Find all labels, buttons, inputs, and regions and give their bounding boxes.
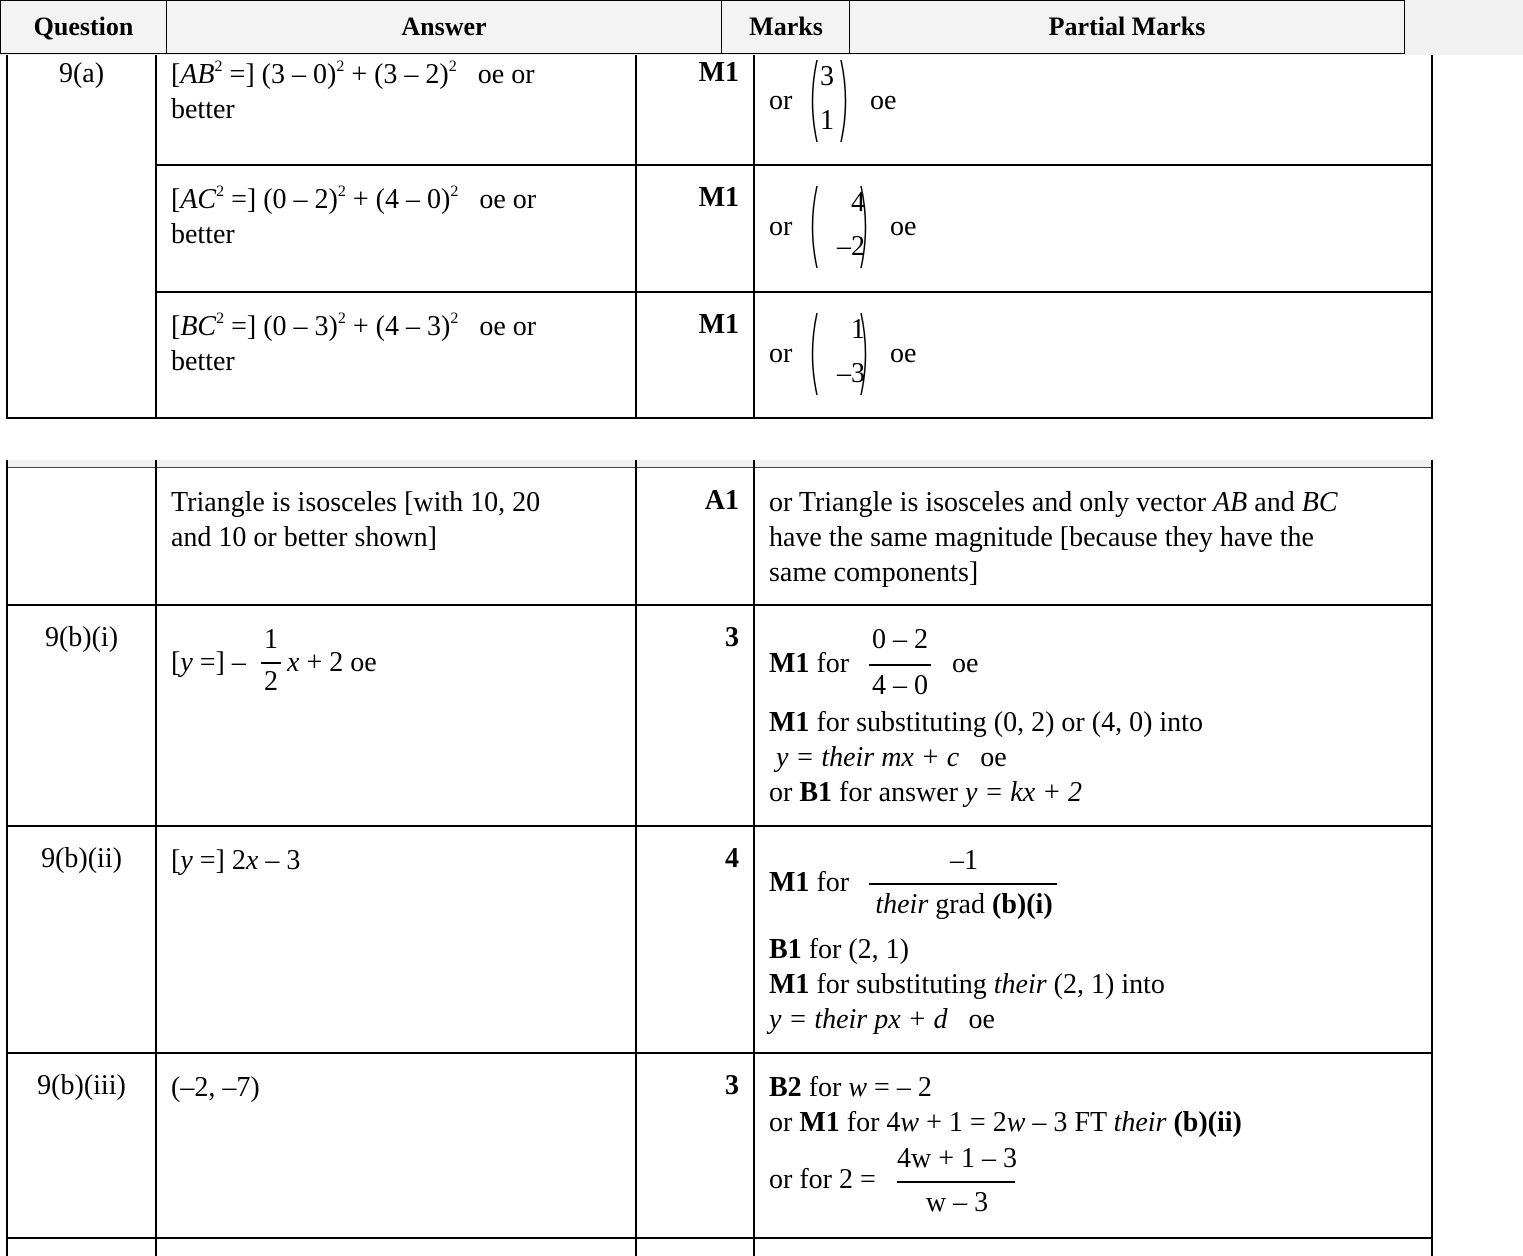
question-number-9bii: 9(b)(ii) [41,843,122,874]
header-question: Question [0,0,167,54]
answer-ac-line2: better [171,219,235,250]
fraction-gradient-w: 4w + 1 – 3 w – 3 [897,1143,1018,1218]
column-vector-ac [807,185,871,269]
header-partial-marks: Partial Marks [849,0,1405,54]
vector-top: 1 [851,314,865,345]
partial-isosceles-line1: or Triangle is isosceles and only vector AB and BC [769,487,1338,518]
partial-ab [769,59,1429,149]
mark-9biii: 3 [725,1070,739,1101]
answer-9bii: [y =] 2x – 3 [171,845,301,876]
partial-9bi: M1 for 0 – 2 4 – 0 oe M1 for substituting (0, 2) or (4, 0) into y = their mx + c oe or B1 for answer y = kx + 2 [769,624,1203,808]
partial-bc [769,312,1429,402]
mark-bc: M1 [698,309,739,340]
partial-or: or [769,338,793,369]
answer-bc-line2: better [171,346,235,377]
vector-top: 3 [820,61,834,92]
partial-oe: oe [890,211,917,242]
mark-9bii: 4 [725,843,739,874]
table-row [171,309,631,379]
answer-9biii: (–2, –7) [171,1072,260,1103]
partial-ac [769,185,1429,275]
partial-9bii: M1 for –1 their grad (b)(i) B1 for (2, 1) M1 for substituting their (2, 1) into y = their px + d oe [769,845,1165,1035]
fraction-perpendicular: –1 their grad (b)(i) [869,845,1059,879]
answer-bc-line1: [$BC^2$ =] (0 – 3)$^2$ + (4 – 3)$^2$ oe or [171,310,537,342]
partial-oe: oe [870,85,897,116]
question-number-9biii: 9(b)(iii) [37,1070,126,1101]
mark-ac: M1 [698,182,739,213]
fraction-gradient: 0 – 2 4 – 0 [869,624,931,660]
column-vector-bc [807,312,871,396]
answer-ab-line2: better [171,94,235,125]
table-row [171,57,631,127]
header-answer: Answer [166,0,722,54]
header-marks: Marks [721,0,851,54]
partial-isosceles-line3: same components] [769,557,979,588]
mark-a1: A1 [704,485,739,516]
fraction-half: 1 2 [257,624,285,658]
mark-9bi: 3 [725,622,739,653]
partial-or: or [769,211,793,242]
partial-or: or [769,85,793,116]
table-row [171,182,631,252]
partial-oe: oe [890,338,917,369]
vector-top: 4 [851,187,865,218]
partial-isosceles-line2: have the same magnitude [because they have the [769,522,1314,553]
table-row [171,485,631,555]
vector-bottom: 1 [820,105,834,136]
partial-isosceles [769,485,1429,590]
answer-9bi: [y =] – 1 2 x + 2 oe [171,624,377,697]
vector-bottom: –3 [837,358,865,389]
column-vector-ab [807,59,851,143]
answer-isosceles-line2: and 10 or better shown] [171,522,437,553]
vector-bottom: –2 [837,231,865,262]
partial-9biii: B2 for w = – 2 or M1 for 4w + 1 = 2w – 3 FT their (b)(ii) or for 2 = 4w + 1 – 3 w – 3 [769,1072,1242,1218]
mark-ab: M1 [698,57,739,88]
answer-isosceles-line1: Triangle is isosceles [with 10, 20 [171,487,541,518]
question-number-9bi: 9(b)(i) [44,622,119,653]
answer-ab-line1: [$AB^2$ =] (3 – 0)$^2$ + (3 – 2)$^2$ oe or [171,58,535,90]
answer-ac-line1: [$AC^2$ =] (0 – 2)$^2$ + (4 – 0)$^2$ oe or [171,183,537,215]
question-number-9a: 9(a) [58,58,105,89]
